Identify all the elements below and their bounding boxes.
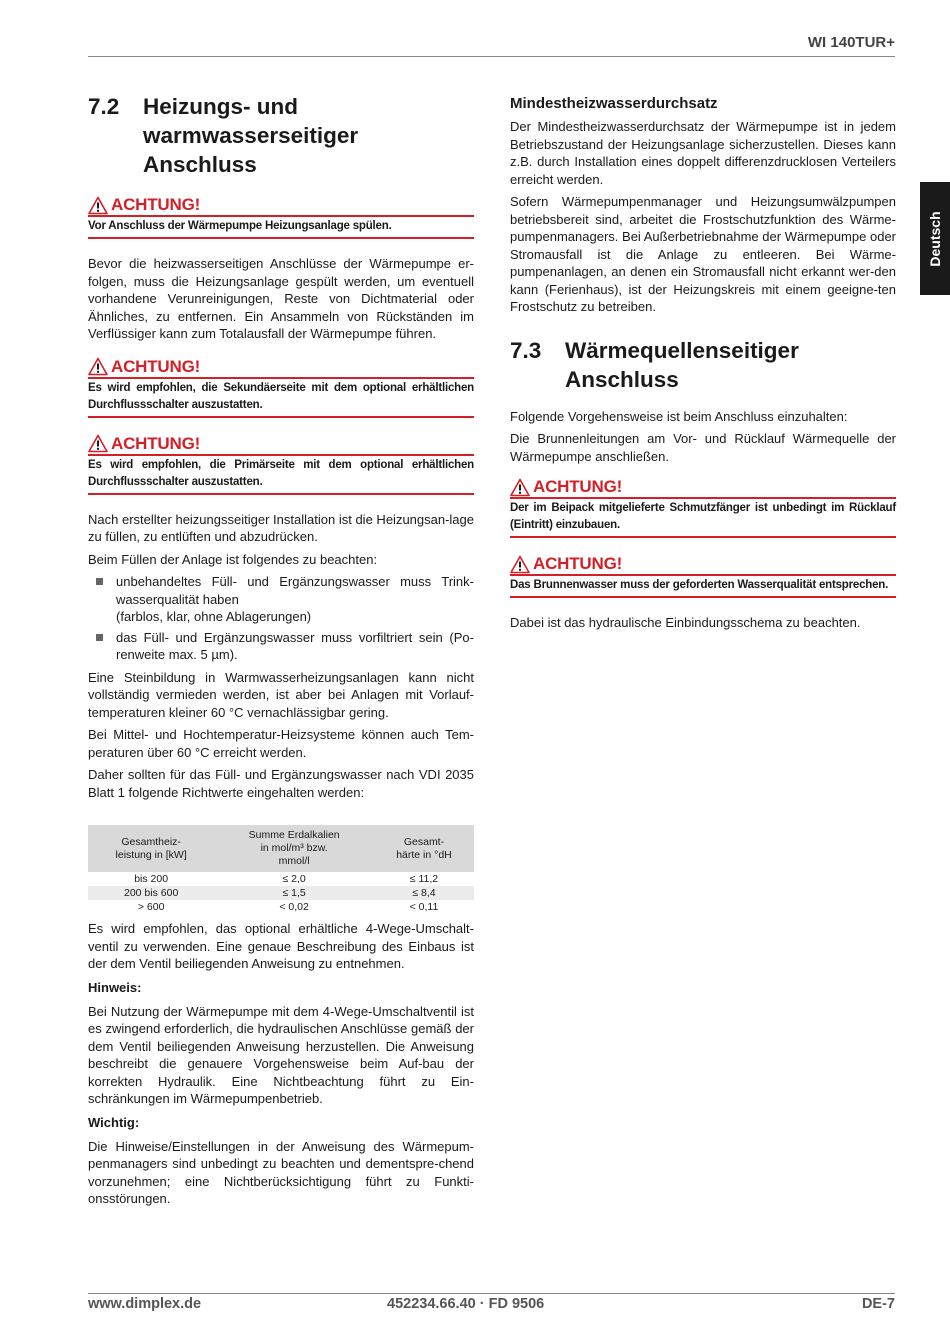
paragraph: Bevor die heizwasserseitigen Anschlüsse der Wärmepumpe er-folgen, muss die Heizungsanlage gespült werden, um eventuell vorhandene Verunreinigungen, Reste von Dichtmaterial oder Ähnliches, zu entfernen. Ein Ansammeln von Rückständen im Verflüssiger kann zum Totalausfall der Wärmepumpe führen. (88, 256, 474, 341)
paragraph: Dabei ist das hydraulische Einbindungsschema zu beachten. (510, 615, 861, 630)
water-quality-table (88, 825, 474, 914)
table-cell: < 0,02 (279, 901, 309, 913)
warning-box (510, 554, 896, 598)
language-tab-label: Deutsch (927, 210, 943, 267)
section-title-line: warmwasserseitiger (143, 123, 359, 148)
warning-header (88, 357, 474, 377)
header-divider (88, 56, 895, 57)
section-heading-7-3 (510, 336, 896, 394)
warning-header (510, 554, 896, 574)
list-item (88, 573, 474, 626)
language-tab (920, 182, 950, 295)
paragraph: Der Mindestheizwasserdurchsatz der Wärmepumpe ist in jedem Betriebszustand der Heizungsanlage sicherzustellen. Dieses kann z.B. durch Installation eines doppelt differenzdrucklosen Verteilers erreicht werden. (510, 119, 896, 187)
section-title-line: Wärmequellenseitiger (565, 337, 799, 363)
paragraph: Eine Steinbildung in Warmwasserheizungsanlagen kann nicht vollständig vermieden werden, ist aber bei Anlagen mit Vorlauf-temperaturen kleiner 60 °C vernachlässigbar gering. (88, 669, 474, 720)
paragraph: Die Brunnenleitungen am Vor- und Rücklauf Wärmequelle der Wärmepumpe anschließen. (510, 431, 896, 464)
warning-triangle-icon (88, 196, 108, 215)
warning-triangle-icon (88, 357, 108, 376)
table-row (88, 872, 474, 886)
table-cell: ≤ 2,0 (282, 873, 306, 885)
wichtig-heading: Wichtig: (88, 1114, 140, 1130)
list-item-note: (farblos, klar, ohne Ablagerungen) (116, 609, 312, 624)
table-header-row (88, 825, 474, 872)
section-title (565, 336, 799, 394)
right-column (510, 92, 896, 637)
table-row (88, 886, 474, 900)
table-cell: bis 200 (134, 873, 169, 885)
footer-doc-number: 452234.66.40 · FD 9506 (387, 1296, 545, 1312)
section-number: 7.2 (88, 94, 120, 119)
warning-rule (88, 237, 474, 239)
footer-page-number: DE-7 (861, 1296, 895, 1312)
warning-text: Das Brunnenwasser muss der geforderten Wasserqualität entsprechen. (510, 579, 889, 591)
paragraph: Daher sollten für das Füll- und Ergänzungswasser nach VDI 2035 Blatt 1 folgende Richtwerte eingehalten werden: (88, 767, 474, 800)
table-cell: 200 bis 600 (88, 886, 214, 900)
section-title (143, 92, 358, 179)
warning-text: Es wird empfohlen, die Primärseite mit dem optional erhältlichen Durchflussschalter auszustatten. (88, 458, 474, 488)
warning-header (510, 477, 896, 497)
paragraph: Bei Nutzung der Wärmepumpe mit dem 4-Wege-Umschaltventil ist es zwingend erforderlich, die hydraulischen Anschlüsse gemäß der dem Ventil beiliegenden Anweisung herzustellen. Die Anweisung beschreibt die genauere Vorgehensweise beim Auf-bau der korrekten Hydraulik. Eine Nichtbeachtung führt zu Ein-schränkungen im Wärmepumpenbetrieb. (88, 1003, 474, 1106)
section-heading-7-2 (88, 92, 474, 179)
warning-text: Vor Anschluss der Wärmepumpe Heizungsanlage spülen. (88, 220, 392, 232)
table-header-cell: Summe Erdalkalien in mol/m³ bzw. mmol/l (214, 825, 374, 872)
table-cell: ≤ 1,5 (214, 886, 374, 900)
warning-label: ACHTUNG! (111, 195, 201, 214)
section-title-line: Heizungs- und (143, 94, 298, 119)
warning-box (88, 357, 474, 418)
footer-website: www.dimplex.de (88, 1296, 202, 1312)
warning-label: ACHTUNG! (111, 356, 201, 376)
warning-rule (510, 596, 896, 598)
paragraph: Bei Mittel- und Hochtemperatur-Heizsysteme können auch Tem-peraturen über 60 °C erreicht werden. (88, 727, 474, 760)
warning-box (88, 434, 474, 495)
warning-rule (510, 536, 896, 538)
table-header-cell: Gesamtheiz- leistung in [kW] (88, 825, 214, 872)
section-title-line: Anschluss (565, 366, 679, 392)
list-item-text: unbehandeltes Füll- und Ergänzungswasser muss Trink-wasserqualität haben (116, 574, 474, 607)
hinweis-heading: Hinweis: (88, 979, 142, 995)
left-column (88, 92, 474, 1213)
subheading: Mindestheizwasserdurchsatz (510, 95, 718, 112)
paragraph: Die Hinweise/Einstellungen in der Anweisung des Wärmepum-penmanagers sind unbedingt zu beachten und dementspre-chend vorzunehmen; eine Nichtberücksichtigung führt zu Funkti-onsstörungen. (88, 1138, 474, 1206)
warning-text: Der im Beipack mitgelieferte Schmutzfänger ist unbedingt im Rücklauf (Eintritt) einzubauen. (510, 502, 896, 531)
paragraph: Sofern Wärmepumpenmanager und Heizungsumwälzpumpen betriebsbereit sind, arbeitet die Frostschutzfunktion des Wärme-pumpenmanagers. Bei Außerbetriebnahme der Wärmepumpe oder Stromausfall ist die Anlage zu entleeren. Bei Wärme-pumpenanlagen, an denen ein Stromausfall nicht erkannt wer-den kann (Ferienhaus), ist der Heizungskreis mit einem geeigne-ten Frostschutz zu betreiben. (510, 194, 896, 314)
document-title: WI 140TUR+ (807, 34, 895, 51)
paragraph: Folgende Vorgehensweise ist beim Anschluss einzuhalten: (510, 408, 848, 424)
table-header-cell: Gesamt- härte in °dH (374, 825, 474, 872)
table-cell: ≤ 11,2 (409, 873, 439, 885)
bullet-list (88, 573, 474, 664)
warning-rule (88, 416, 474, 418)
warning-box (510, 477, 896, 538)
warning-header (88, 195, 474, 215)
table-row (88, 900, 474, 914)
paragraph: Beim Füllen der Anlage ist folgendes zu beachten: (88, 551, 378, 567)
paragraph: Nach erstellter heizungsseitiger Installation ist die Heizungsan-lage zu füllen, zu entlüften und abzudrücken. (88, 511, 474, 544)
section-title-line: Anschluss (143, 152, 257, 177)
warning-text: Es wird empfohlen, die Sekundäerseite mit dem optional erhältlichen Durchflussschalter auszustatten. (88, 381, 474, 411)
warning-label: ACHTUNG! (533, 477, 623, 496)
paragraph: Es wird empfohlen, das optional erhältliche 4-Wege-Umschalt-ventil zu verwenden. Eine genaue Beschreibung des Einbaus ist der dem Ventil beiliegenden Anweisung zu entnehmen. (88, 921, 474, 971)
warning-triangle-icon (88, 434, 108, 453)
warning-rule (88, 493, 474, 495)
warning-label: ACHTUNG! (111, 433, 201, 453)
warning-triangle-icon (510, 555, 530, 574)
list-item: das Füll- und Ergänzungswasser muss vorfiltriert sein (Po-renweite max. 5 µm). (88, 629, 474, 664)
table-cell: < 0,11 (409, 901, 439, 913)
table-cell: > 600 (137, 901, 165, 913)
table-cell: ≤ 8,4 (374, 886, 474, 900)
warning-triangle-icon (510, 478, 530, 497)
warning-box (88, 195, 474, 239)
section-number: 7.3 (510, 337, 542, 363)
warning-header (88, 434, 474, 454)
warning-label: ACHTUNG! (533, 554, 623, 573)
footer-divider (88, 1293, 895, 1294)
